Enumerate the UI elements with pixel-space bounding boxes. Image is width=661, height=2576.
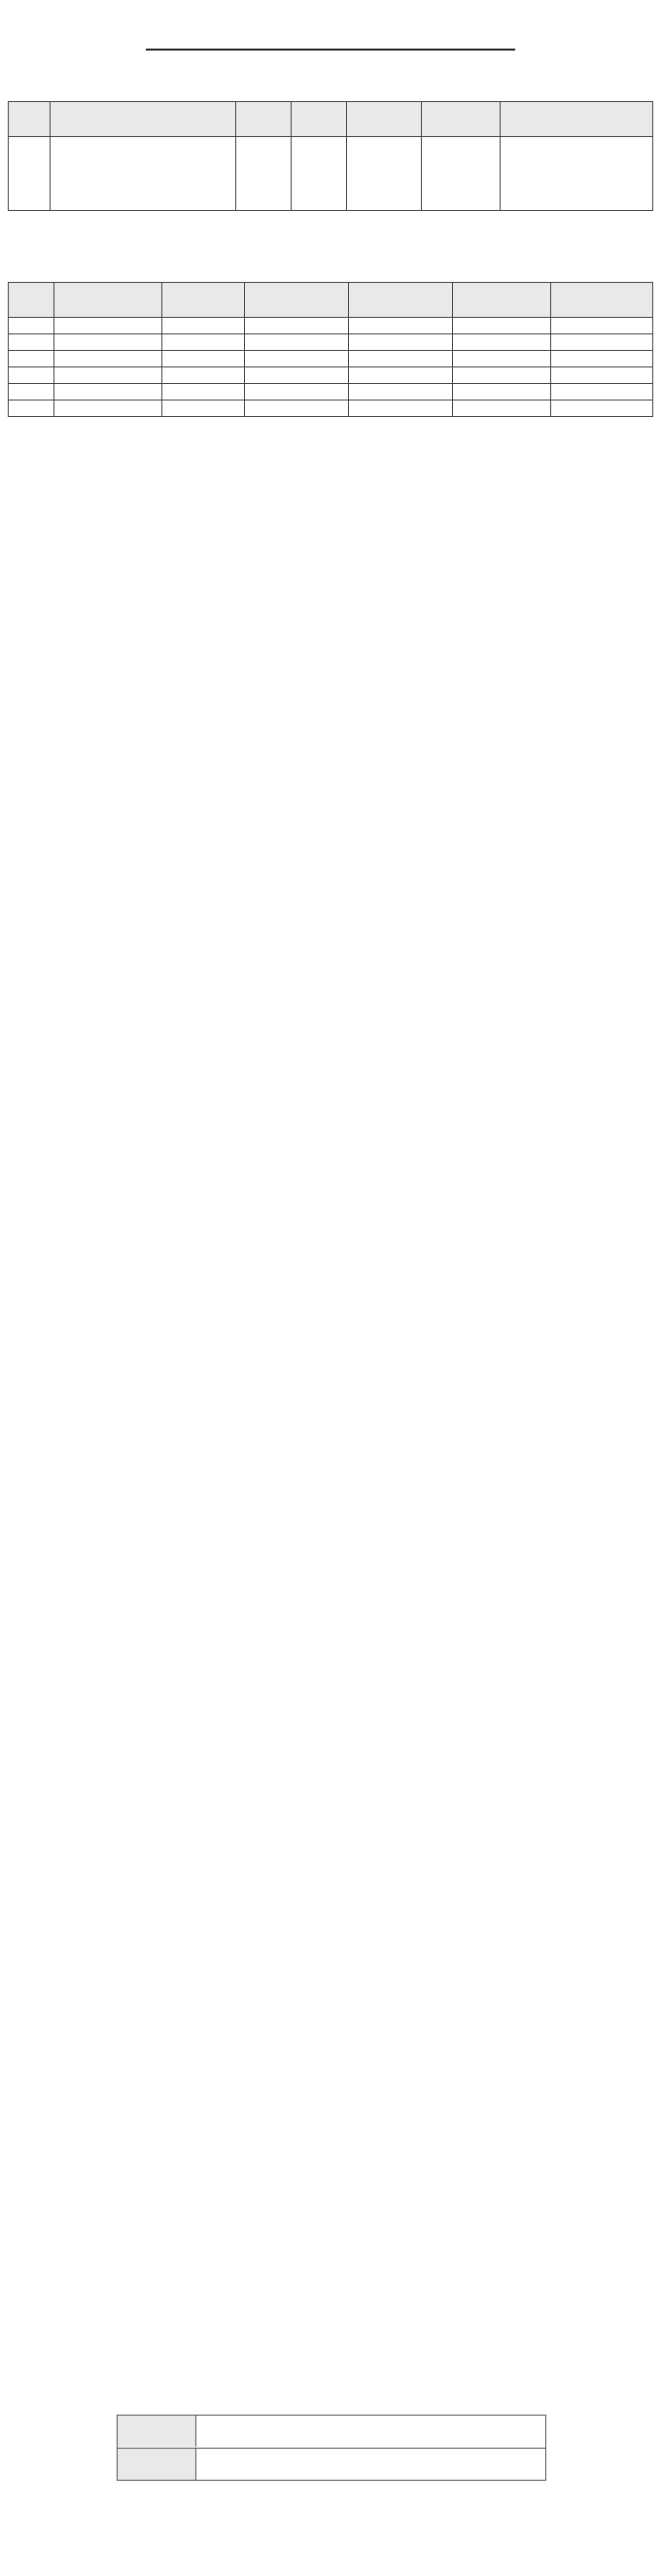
property-header [292,102,347,137]
property-header [501,102,653,137]
title-underline [146,49,515,51]
schedule-row [9,367,653,384]
schedule-cell [54,318,162,334]
property-row [9,137,653,211]
property-cell [51,137,236,211]
property-cell [422,137,501,211]
property-header [9,102,51,137]
schedule-cell [54,367,162,384]
schedule-cell [54,384,162,400]
schedule-cell [162,334,245,351]
company-name [0,2516,661,2533]
schedule-cell [453,318,551,334]
schedule-cell [349,318,453,334]
schedule-cell [54,334,162,351]
schedule-cell [551,400,653,417]
schedule-cell [453,367,551,384]
property-cell [292,137,347,211]
schedule-cell [162,351,245,367]
schedule-cell [453,351,551,367]
schedule-row [9,351,653,367]
schedule-cell [162,318,245,334]
schedule-cell [245,384,349,400]
schedule-cell [245,400,349,417]
schedule-cell [162,367,245,384]
contact-label [118,2416,196,2447]
schedule-cell [245,318,349,334]
schedule-cell [453,334,551,351]
schedule-cell [245,334,349,351]
property-cell [501,137,653,211]
schedule-header [245,283,349,318]
contact-label [118,2449,196,2480]
schedule-cell [349,384,453,400]
schedule-cell [349,400,453,417]
schedule-row [9,384,653,400]
schedule-cell [9,384,54,400]
schedule-header [54,283,162,318]
notice-date [0,2493,661,2511]
schedule-cell [162,400,245,417]
schedule-cell [245,367,349,384]
contact-row [118,2416,545,2447]
property-cell [347,137,422,211]
unit-note [544,262,651,278]
schedule-cell [9,351,54,367]
contact-value [205,2456,536,2472]
property-cell [9,137,51,211]
schedule-cell [551,334,653,351]
schedule-header [9,283,54,318]
schedule-cell [349,334,453,351]
contact-heading [0,2393,661,2411]
schedule-header [162,283,245,318]
schedule-cell [551,384,653,400]
schedule-cell [9,334,54,351]
company-address [0,2538,661,2556]
contact-box [117,2415,546,2481]
schedule-cell [453,400,551,417]
schedule-row [9,318,653,334]
property-header [236,102,292,137]
schedule-cell [9,318,54,334]
schedule-header [551,283,653,318]
schedule-row [9,334,653,351]
schedule-cell [551,367,653,384]
schedule-header [453,283,551,318]
schedule-cell [54,351,162,367]
property-cell [236,137,292,211]
schedule-cell [9,400,54,417]
schedule-cell [551,351,653,367]
property-table [8,101,653,211]
schedule-cell [551,318,653,334]
schedule-header [349,283,453,318]
property-header [422,102,501,137]
schedule-row [9,400,653,417]
schedule-cell [162,384,245,400]
schedule-cell [349,367,453,384]
schedule-cell [9,367,54,384]
property-header [51,102,236,137]
auction-schedule-table [8,282,653,417]
schedule-cell [349,351,453,367]
contact-value [205,2423,536,2439]
schedule-cell [245,351,349,367]
schedule-cell [54,400,162,417]
contact-row [118,2448,545,2480]
schedule-cell [453,384,551,400]
property-header [347,102,422,137]
